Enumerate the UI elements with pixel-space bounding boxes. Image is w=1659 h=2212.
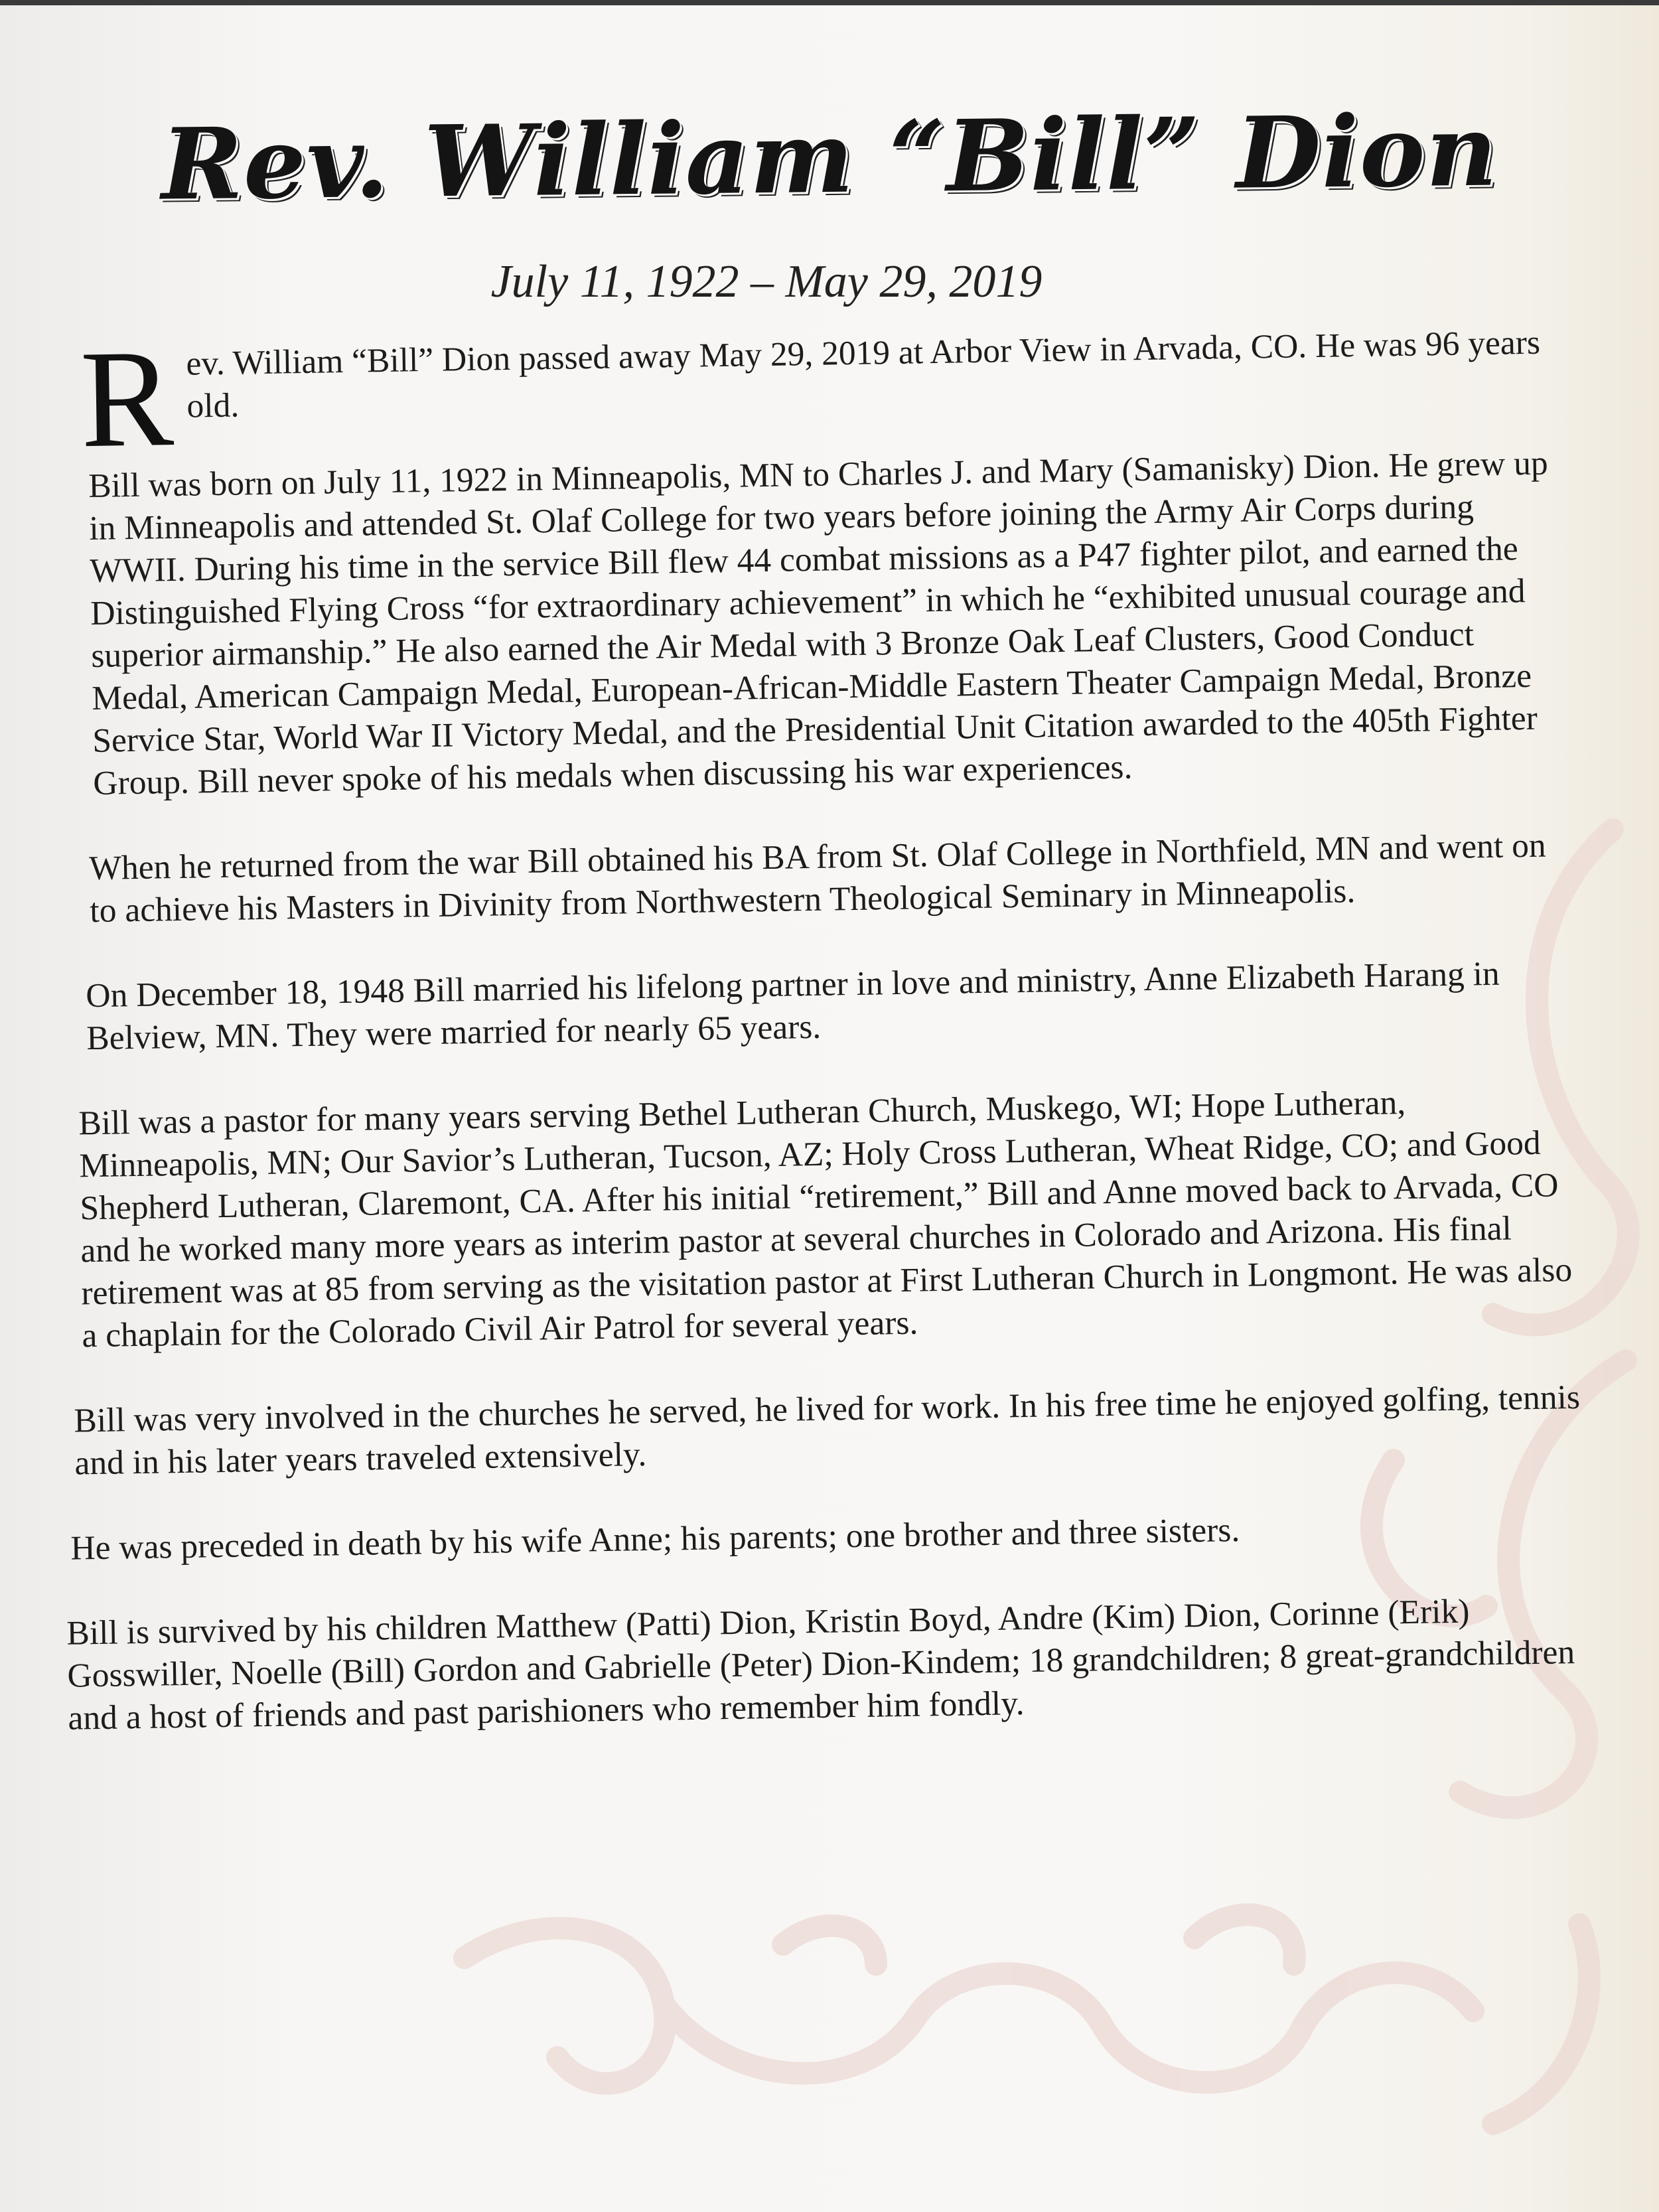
paragraph-marriage: On December 18, 1948 Bill married his lifelong partner in love and ministry, Anne Elizabeth Harang in Belview, MN. They were married for nearly 65 years. <box>85 954 1500 1058</box>
paragraph-survivors: Bill is survived by his children Matthew (Patti) Dion, Kristin Boyd, Andre (Kim) Dion, Corinne (Erik) Gosswiller, Noelle (Bill) Gordon and Gabrielle (Peter) Dion-Kindem; 18 grandchildren; 8 great-grandchildren and a host of friends and past parishioners who remember him fondly. <box>66 1592 1575 1737</box>
paragraph-interests: Bill was very involved in the churches he served, he lived for work. In his free time he enjoyed golfing, tennis and in his later years traveled extensively. <box>74 1378 1581 1483</box>
obituary-body <box>46 321 1595 1783</box>
paragraph-preceded: He was preceded in death by his wife Anne; his parents; one brother and three sisters. <box>70 1511 1240 1568</box>
life-dates: July 11, 1922 – May 29, 2019 <box>490 256 1043 307</box>
paragraph-ministry: Bill was a pastor for many years serving Bethel Lutheran Church, Muskego, WI; Hope Lutheran, Minneapolis, MN; Our Savior’s Lutheran, Tucson, AZ; Holy Cross Lutheran, Wheat Ridge, CO; and Good Shepherd Lutheran, Claremont, CA. After his initial “retirement,” Bill and Anne moved back to Arvada, CO and he worked many more years as interim pastor at several churches in Colorado and Arizona. His final retirement was at 85 from serving as the visitation pastor at First Lutheran Church in Longmont. He was also a chaplain for the Colorado Civil Air Patrol for several years. <box>78 1083 1573 1355</box>
paragraph-text: ev. William “Bill” Dion passed away May 29, 2019 at Arbor View in Arvada, CO. He was 96 years old. <box>186 323 1541 425</box>
drop-cap: R <box>79 321 175 477</box>
paragraph-education: When he returned from the war Bill obtained his BA from St. Olaf College in Northfield, MN and went on to achieve his Masters in Divinity from Northwestern Theological Seminary in Minneapolis. <box>88 826 1547 930</box>
obituary-title: Rev. William “Bill” Dion <box>161 92 1498 222</box>
paragraph-early-life: Bill was born on July 11, 1922 in Minneapolis, MN to Charles J. and Mary (Samanisky) Dion. He grew up in Minneapolis and attended St. Olaf College for two years before joining the Army Air Corps during WWII. During his time in the service Bill flew 44 combat missions as a P47 fighter pilot, and earned the Distinguished Flying Cross “for extraordinary achievement” in which he “exhibited unusual courage and superior airmanship.” He also earned the Air Medal with 3 Bronze Oak Leaf Clusters, Good Conduct Medal, American Campaign Medal, European-African-Middle Eastern Theater Campaign Medal, Bronze Service Star, World War II Victory Medal, and the Presidential Unit Citation awarded to the 405th Fighter Group. Bill never spoke of his medals when discussing his war experiences. <box>88 444 1549 802</box>
